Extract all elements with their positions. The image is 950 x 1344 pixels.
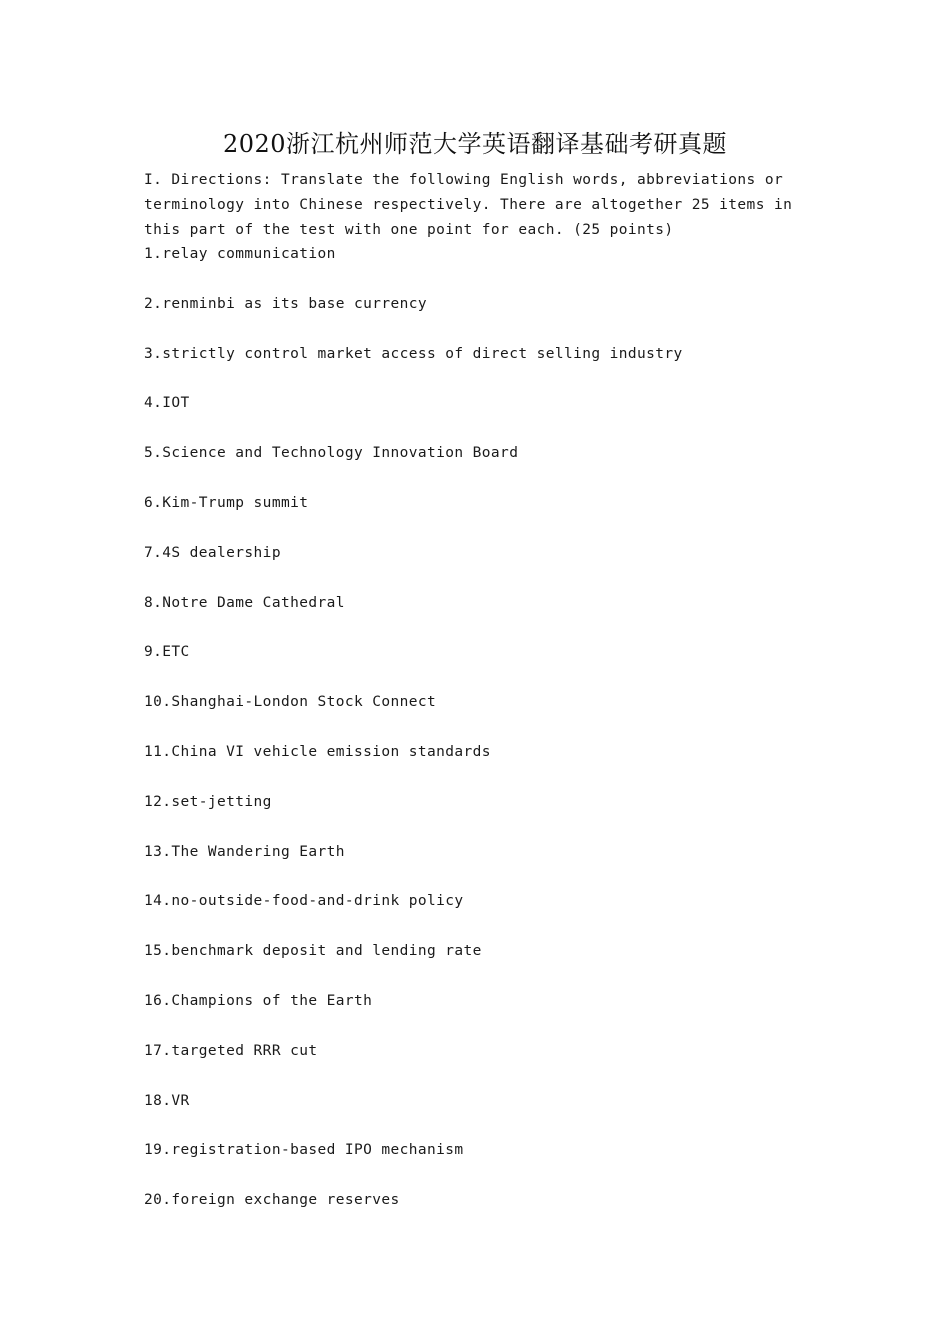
question-item: 14.no-outside-food-and-drink policy (144, 893, 464, 910)
question-item: 11.China VI vehicle emission standards (144, 743, 491, 760)
question-item: 2.renminbi as its base currency (144, 295, 428, 312)
question-item: 9.ETC (144, 644, 190, 661)
question-item: 12.set-jetting (144, 793, 272, 810)
question-item: 19.registration-based IPO mechanism (144, 1142, 464, 1159)
question-item: 1.relay communication (144, 246, 336, 262)
question-item: 18.VR (144, 1092, 190, 1109)
question-item: 7.4S dealership (144, 544, 281, 561)
question-item: 17.targeted RRR cut (144, 1042, 318, 1059)
question-item: 15.benchmark deposit and lending rate (144, 943, 482, 960)
question-item: 16.Champions of the Earth (144, 992, 373, 1009)
question-item: 13.The Wandering Earth (144, 843, 345, 860)
question-item: 6.Kim-Trump summit (144, 494, 309, 511)
question-item: 10.Shanghai-London Stock Connect (144, 694, 437, 711)
question-item: 4.IOT (144, 395, 190, 412)
question-item: 20.foreign exchange reserves (144, 1192, 400, 1209)
directions-paragraph: I. Directions: Translate the following English words, abbreviations or terminology into Chinese respectively. There are altogether 25 items in this part of the test with one point for each. (25 points) (144, 172, 793, 238)
question-item: 3.strictly control market access of direct selling industry (144, 345, 683, 362)
question-item: 8.Notre Dame Cathedral (144, 594, 345, 611)
question-item: 5.Science and Technology Innovation Board (144, 445, 519, 462)
question-list (144, 242, 804, 1238)
page-title: 2020浙江杭州师范大学英语翻译基础考研真题 (222, 130, 728, 158)
